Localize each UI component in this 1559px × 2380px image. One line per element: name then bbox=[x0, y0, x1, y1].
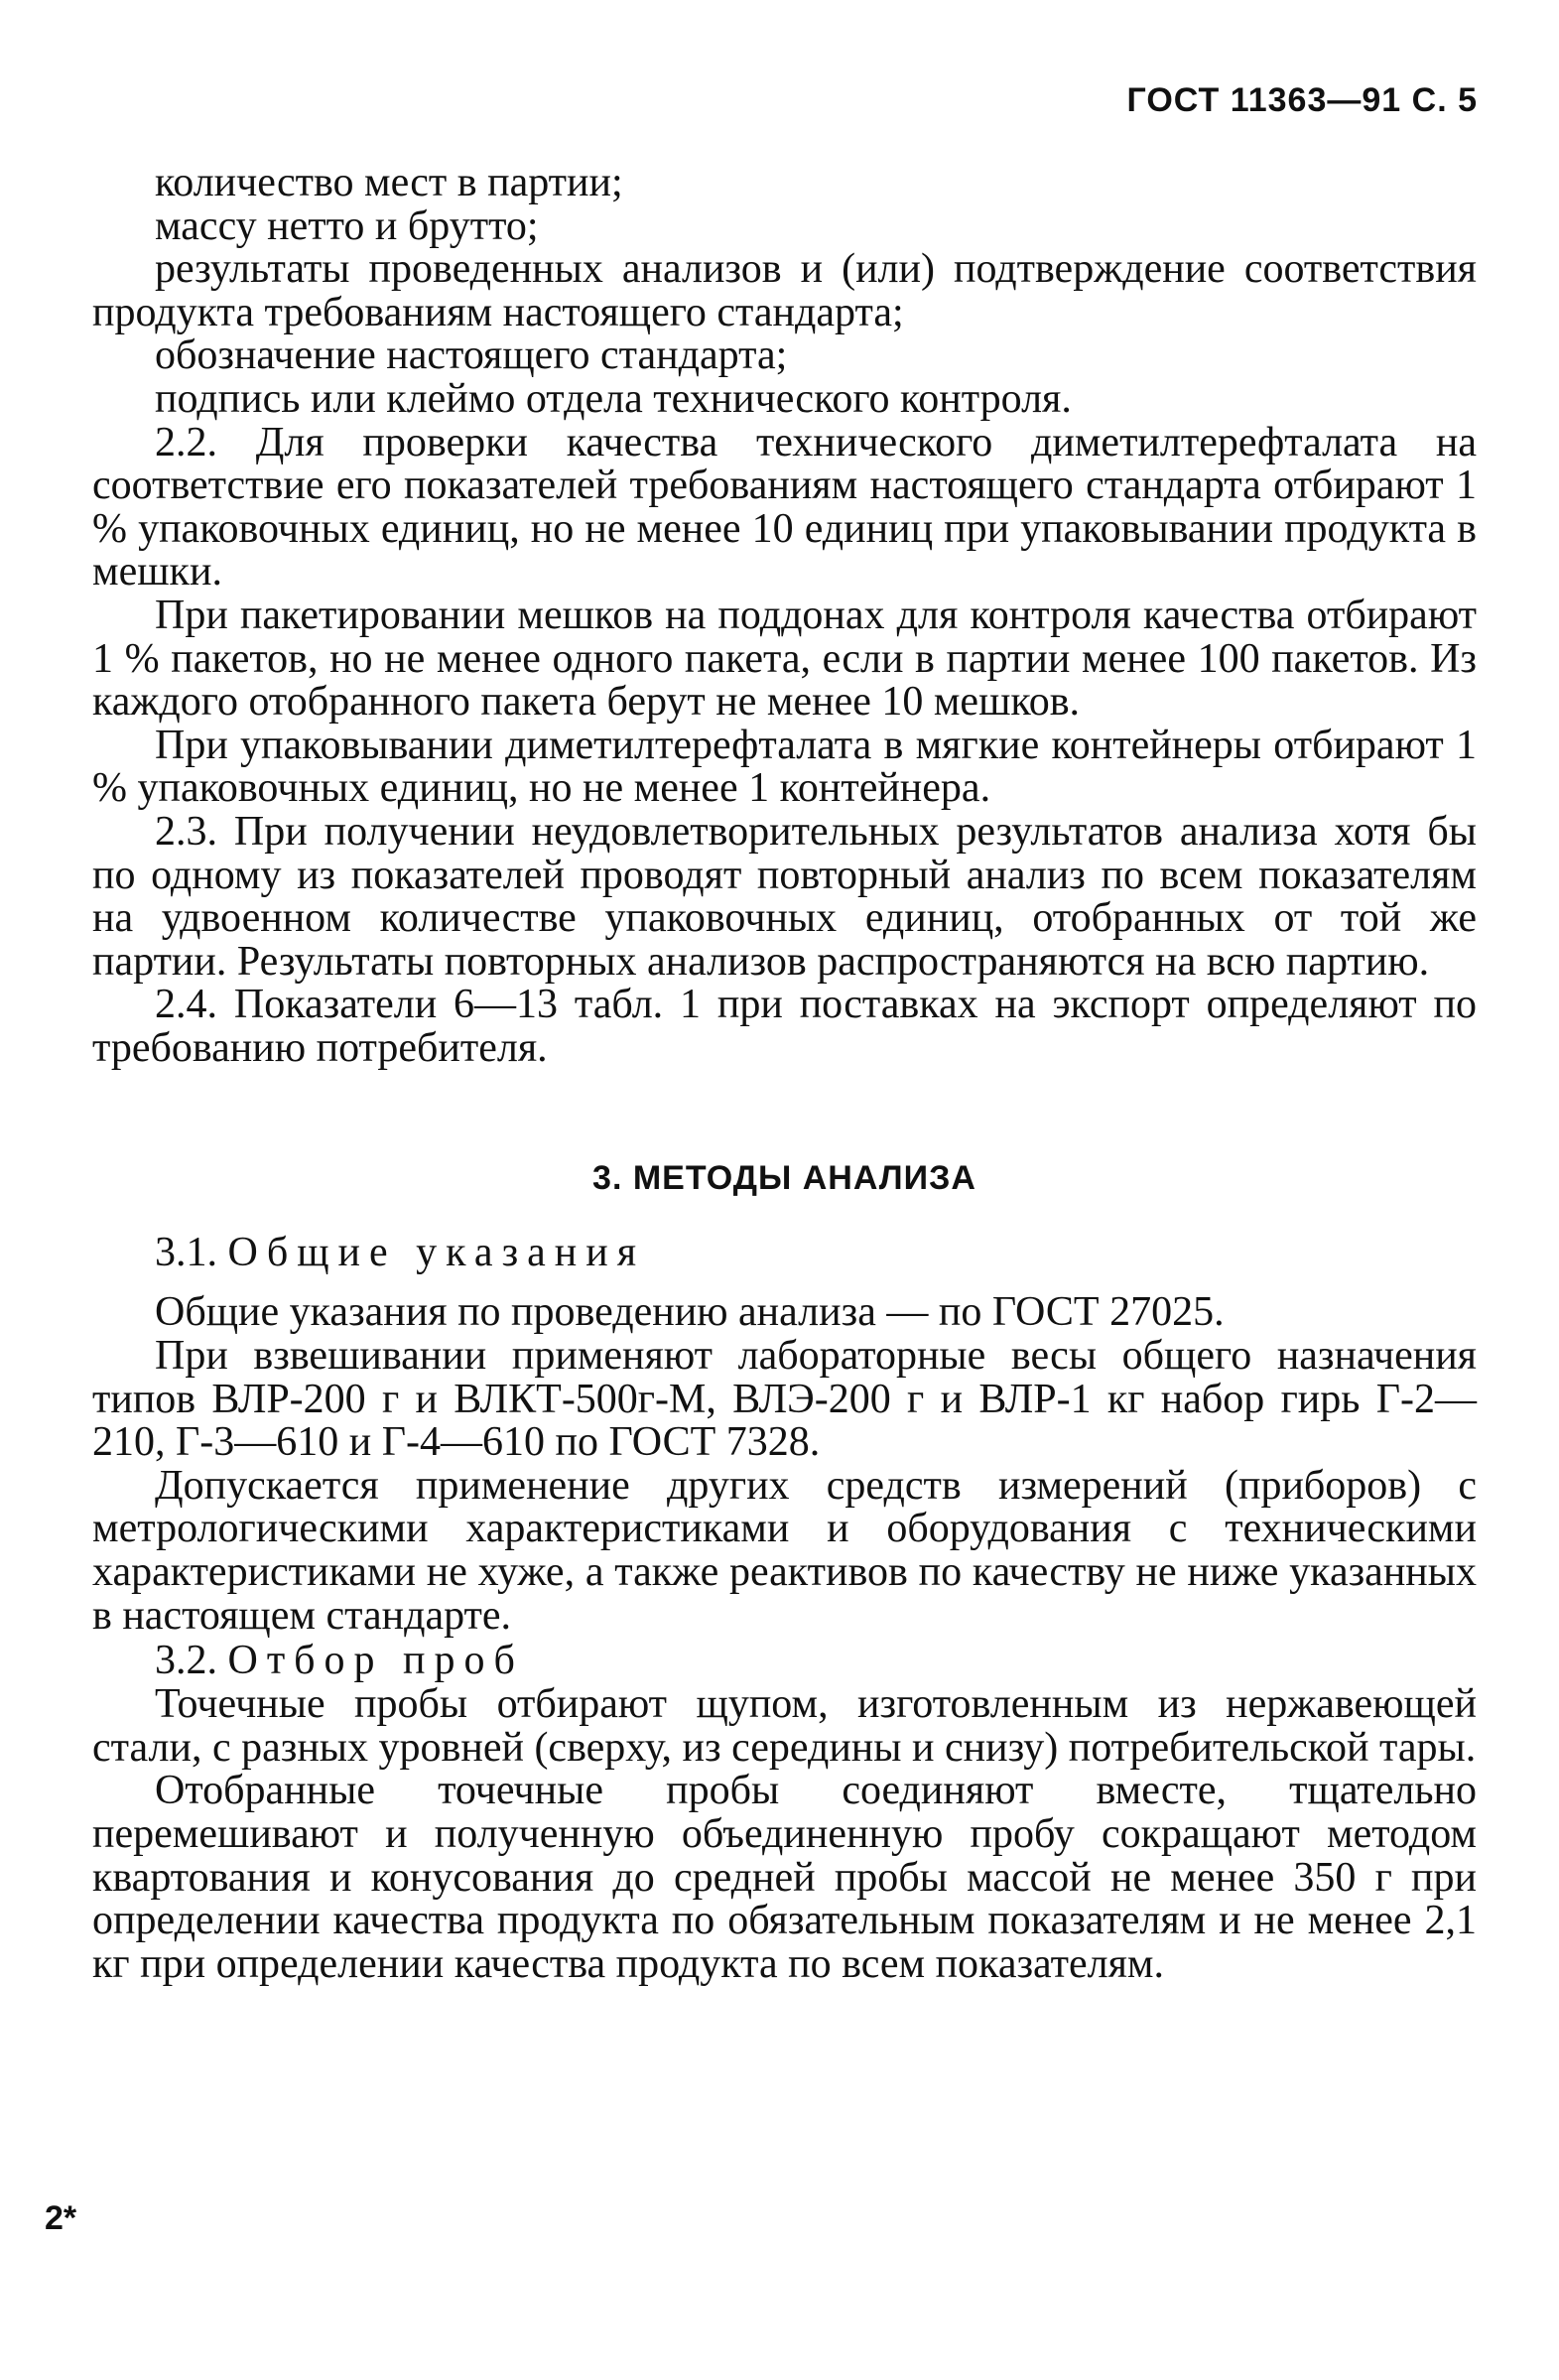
paragraph-3-1-alternatives: Допускается применение других средств измерений (приборов) с метрологическими характеристиками и оборудования с техническими характеристиками не хуже, а также реактивов по качеству не ниже указанных в настоящем стандарте. bbox=[92, 1462, 1477, 1639]
subsection-heading-3-1 bbox=[155, 1230, 1477, 1275]
paragraph-3-1-general: Общие указания по проведению анализа — по ГОСТ 27025. bbox=[155, 1289, 1225, 1336]
paragraph-2-2-containers: При упаковывании диметилтерефталата в мягкие контейнеры отбирают 1 % упаковочных единиц, но не менее 1 контейнера. bbox=[92, 722, 1477, 812]
paragraph-2-2: 2.2. Для проверки качества технического диметилтерефталата на соответствие его показателей требованиям настоящего стандарта отбирают 1 % упаковочных единиц, но не менее 10 единиц при упаковывании продукта в мешки. bbox=[92, 419, 1477, 595]
list-item: результаты проведенных анализов и (или) подтверждение соответствия продукта требованиям настоящего стандарта; bbox=[92, 246, 1477, 335]
section-title: 3. МЕТОДЫ АНАЛИЗА bbox=[592, 1159, 976, 1198]
document-body bbox=[92, 162, 1477, 1986]
list-item: массу нетто и брутто; bbox=[155, 202, 539, 249]
subsection-title: Общие указания bbox=[227, 1230, 646, 1276]
page-header: ГОСТ 11363—91 С. 5 bbox=[1126, 81, 1478, 119]
subsection-title: Отбор проб bbox=[227, 1638, 524, 1684]
paragraph-3-1-weighing: При взвешивании применяют лабораторные весы общего назначения типов ВЛР-200 г и ВЛКТ-500г-М, ВЛЭ-200 г и ВЛР-1 кг набор гирь Г-2—210, Г-3—610 и Г-4—610 по ГОСТ 7328. bbox=[92, 1333, 1477, 1466]
subsection-number: 3.2. bbox=[155, 1638, 217, 1684]
paragraph-3-2-sampling: Точечные пробы отбирают щупом, изготовленным из нержавеющей стали, с разных уровней (сверху, из середины и снизу) потребительской тары. bbox=[92, 1681, 1477, 1771]
list-item: подпись или клеймо отдела технического контроля. bbox=[155, 375, 1072, 422]
page-footer-signature: 2* bbox=[45, 2199, 77, 2237]
paragraph-3-2-mixing: Отобранные точечные пробы соединяют вместе, тщательно перемешивают и полученную объединенную пробу сокращают методом квартования и конусования до средней пробы массой не менее 350 г при определении качества продукта по обязательным показателям и не менее 2,1 кг при определении качества продукта по всем показателям. bbox=[92, 1768, 1477, 1987]
subsection-heading-3-2 bbox=[155, 1638, 1477, 1683]
paragraph-2-3: 2.3. При получении неудовлетворительных результатов анализа хотя бы по одному из показателей проводят повторный анализ по всем показателям на удвоенном количестве упаковочных единиц, отобранных от той же партии. Результаты повторных анализов распространяются на всю партию. bbox=[92, 808, 1477, 985]
paragraph-2-4: 2.4. Показатели 6—13 табл. 1 при поставках на экспорт определяют по требованию потребителя. bbox=[92, 982, 1477, 1071]
subsection-number: 3.1. bbox=[155, 1230, 217, 1276]
list-item: количество мест в партии; bbox=[155, 160, 623, 205]
list-item: обозначение настоящего стандарта; bbox=[155, 332, 788, 379]
paragraph-2-2-bags: При пакетировании мешков на поддонах для контроля качества отбирают 1 % пакетов, но не менее одного пакета, если в партии менее 100 пакетов. Из каждого отобранного пакета берут не менее 10 мешков. bbox=[92, 592, 1477, 726]
